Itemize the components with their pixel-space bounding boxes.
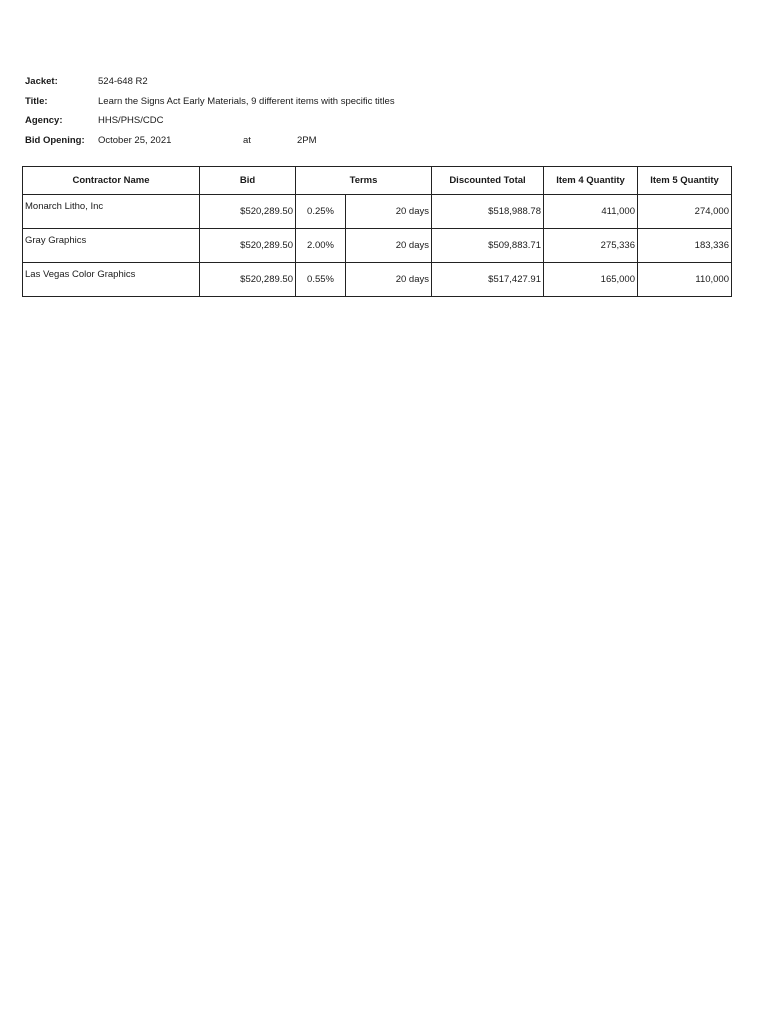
header-bid: Bid <box>200 167 296 195</box>
bid-opening-row <box>25 131 395 151</box>
jacket-value: 524-648 R2 <box>98 76 148 87</box>
agency-label: Agency: <box>25 115 63 126</box>
item4-quantity-cell: 411,000 <box>544 195 638 229</box>
discount-cell: 2.00% <box>296 229 346 263</box>
item5-quantity-cell: 110,000 <box>638 263 732 297</box>
table-row <box>23 263 732 297</box>
discounted-total-cell: $518,988.78 <box>432 195 544 229</box>
table-row <box>23 229 732 263</box>
discounted-total-cell: $517,427.91 <box>432 263 544 297</box>
discount-cell: 0.25% <box>296 195 346 229</box>
header-item5-quantity: Item 5 Quantity <box>638 167 732 195</box>
header-discounted-total: Discounted Total <box>432 167 544 195</box>
bid-cell: $520,289.50 <box>200 229 296 263</box>
table-header-row <box>23 167 732 195</box>
terms-days-cell: 20 days <box>346 195 432 229</box>
jacket-label: Jacket: <box>25 76 58 87</box>
header-terms: Terms <box>296 167 432 195</box>
header-contractor-name: Contractor Name <box>23 167 200 195</box>
bid-cell: $520,289.50 <box>200 195 296 229</box>
bid-opening-date: October 25, 2021 <box>98 134 172 146</box>
header-item4-quantity: Item 4 Quantity <box>544 167 638 195</box>
contractor-name-cell: Gray Graphics <box>23 229 200 263</box>
bid-opening-label: Bid Opening: <box>25 134 85 146</box>
bid-opening-time: 2PM <box>297 134 317 146</box>
terms-days-cell: 20 days <box>346 263 432 297</box>
title-value: Learn the Signs Act Early Materials, 9 different items with specific titles <box>98 95 395 107</box>
item5-quantity-cell: 183,336 <box>638 229 732 263</box>
title-label: Title: <box>25 95 48 107</box>
bid-opening-at: at <box>243 134 251 146</box>
item5-quantity-cell: 274,000 <box>638 195 732 229</box>
item4-quantity-cell: 275,336 <box>544 229 638 263</box>
jacket-row <box>25 72 395 92</box>
item4-quantity-cell: 165,000 <box>544 263 638 297</box>
table-row <box>23 195 732 229</box>
agency-row <box>25 111 395 131</box>
contractor-name-cell: Las Vegas Color Graphics <box>23 263 200 297</box>
bid-table <box>22 166 732 297</box>
bid-header <box>25 72 395 150</box>
terms-days-cell: 20 days <box>346 229 432 263</box>
title-row <box>25 92 395 112</box>
bid-cell: $520,289.50 <box>200 263 296 297</box>
agency-value: HHS/PHS/CDC <box>98 115 164 126</box>
discount-cell: 0.55% <box>296 263 346 297</box>
discounted-total-cell: $509,883.71 <box>432 229 544 263</box>
contractor-name-cell: Monarch Litho, Inc <box>23 195 200 229</box>
